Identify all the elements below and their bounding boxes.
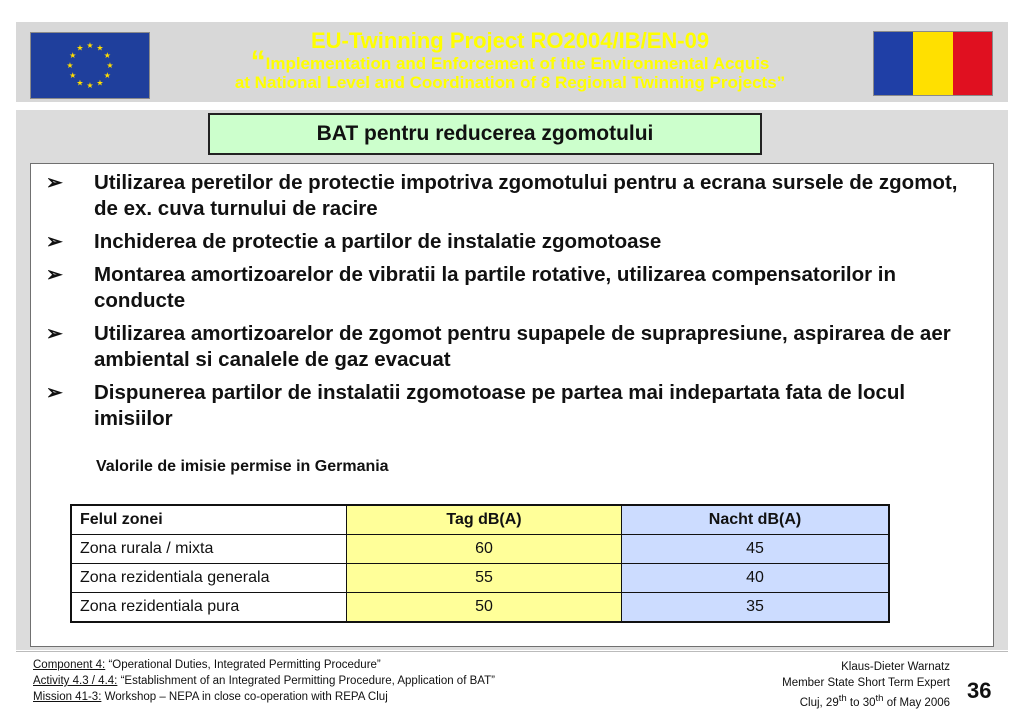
arrow-bullet-icon: ➢	[46, 264, 63, 286]
project-title: EU-Twinning Project RO2004/IB/EN-09	[310, 28, 710, 53]
table-cell: 45	[622, 535, 890, 564]
arrow-bullet-icon: ➢	[46, 382, 63, 404]
eu-star-icon: ★	[103, 51, 111, 60]
list-item: ➢ Utilizarea amortizoarelor de zgomot pentru supapele de suprapresiune, aspirarea de aer ambiental si canalele de gaz evacuat	[46, 322, 951, 371]
list-item: ➢ Dispunerea partilor de instalatii zgomotoase pe partea mai indepartata fata de locul imisiilor	[46, 381, 906, 430]
romania-flag-icon	[873, 31, 993, 96]
romania-flag-blue	[874, 32, 913, 95]
table-cell: 55	[347, 564, 622, 593]
table-cell: Zona rezidentiala pura	[71, 593, 347, 623]
table-row	[71, 564, 889, 593]
eu-stars	[31, 33, 149, 98]
footer-component: Component 4: “Operational Duties, Integrated Permitting Procedure”	[33, 659, 381, 671]
slide-title: BAT pentru reducerea zgomotului	[208, 113, 762, 155]
project-header	[160, 28, 860, 92]
table-row	[71, 535, 889, 564]
eu-star-icon: ★	[96, 43, 104, 53]
arrow-bullet-icon: ➢	[46, 172, 63, 194]
eu-star-icon: ★	[106, 61, 114, 70]
column-header: Felul zonei	[71, 505, 347, 535]
table-cell: 60	[347, 535, 622, 564]
noise-limits-table	[70, 504, 890, 623]
eu-star-icon: ★	[76, 78, 84, 88]
table-cell: 50	[347, 593, 622, 623]
table-header-row	[71, 505, 889, 535]
table-cell: Zona rezidentiala generala	[71, 564, 347, 593]
eu-flag-icon	[30, 32, 150, 99]
footer-mission: Mission 41-3: Workshop – NEPA in close co-operation with REPA Cluj	[33, 691, 388, 703]
eu-star-icon: ★	[66, 61, 74, 70]
eu-star-icon: ★	[103, 71, 111, 80]
eu-star-icon: ★	[86, 81, 94, 90]
list-item: ➢ Inchiderea de protectie a partilor de instalatie zgomotoase	[46, 230, 662, 253]
arrow-bullet-icon: ➢	[46, 323, 63, 345]
table-cell: 35	[622, 593, 890, 623]
list-item: ➢ Utilizarea peretilor de protectie impotriva zgomotului pentru a ecrana sursele de zgomot, de ex. cuva turnului de racire	[46, 171, 958, 220]
column-header: Nacht dB(A)	[622, 505, 890, 535]
eu-star-icon: ★	[96, 78, 104, 88]
eu-star-icon: ★	[69, 71, 77, 80]
project-subtitle-2: at National Level and Coordination of 8 Regional Twinning Projects”	[234, 73, 786, 92]
table-row	[71, 593, 889, 623]
eu-star-icon: ★	[69, 51, 77, 60]
author-name: Klaus-Dieter Warnatz	[841, 661, 950, 673]
romania-flag-red	[953, 32, 992, 95]
author-role: Member State Short Term Expert	[782, 677, 950, 689]
table-cell: 40	[622, 564, 890, 593]
footer-project-info	[33, 657, 495, 705]
romania-flag-yellow	[913, 32, 952, 95]
footer-author-info	[782, 659, 950, 711]
footer-divider	[16, 651, 1008, 652]
event-date: Cluj, 29th to 30th of May 2006	[799, 693, 950, 709]
eu-star-icon: ★	[76, 43, 84, 53]
page-number: 36	[967, 678, 992, 703]
table-caption: Valorile de imisie permise in Germania	[96, 458, 389, 475]
eu-star-icon: ★	[86, 41, 94, 50]
project-subtitle: “Implementation and Enforcement of the Environmental Acquis	[250, 45, 770, 78]
arrow-bullet-icon: ➢	[46, 231, 63, 253]
table-cell: Zona rurala / mixta	[71, 535, 347, 564]
column-header: Tag dB(A)	[347, 505, 622, 535]
footer-activity: Activity 4.3 / 4.4: “Establishment of an Integrated Permitting Procedure, Application of BAT”	[33, 675, 495, 687]
list-item: ➢ Montarea amortizoarelor de vibratii la partile rotative, utilizarea compensatorilor in conducte	[46, 263, 896, 312]
bullet-list	[46, 170, 981, 439]
